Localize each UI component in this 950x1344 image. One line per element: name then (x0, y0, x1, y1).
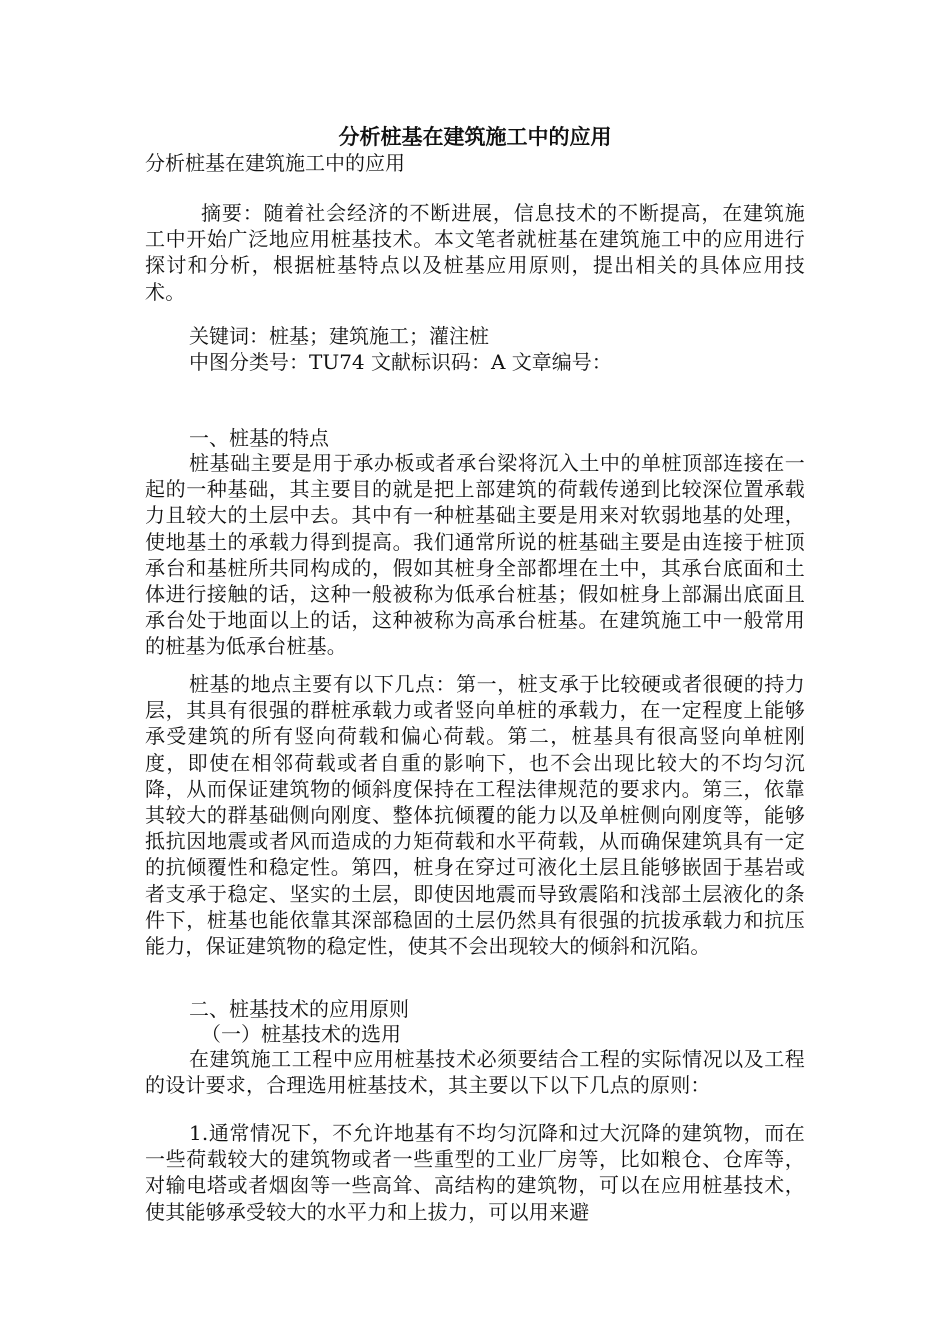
section-1-paragraph-1: 桩基础主要是用于承办板或者承台梁将沉入土中的单桩顶部连接在一起的一种基础，其主要目的就是把上部建筑的荷载传递到比较深位置承载力且较大的土层中去。其中有一种桩基础主要是用来对软弱地基的处理，使地基土的承载力得到提高。我们通常所说的桩基础主要是由连接于桩顶承台和基桩所共同构成的，假如其桩身全部都埋在土中，其承台底面和土体进行接触的话，这种一般被称为低承台桩基；假如桩身上部漏出底面且承台处于地面以上的话，这种被称为高承台桩基。在建筑施工中一般常用的桩基为低承台桩基。 (145, 451, 805, 659)
section-1-heading: 一、桩基的特点 (189, 426, 329, 450)
section-2-subheading-1: （一）桩基技术的选用 (201, 1022, 401, 1046)
section-2-paragraph-2: 1.通常情况下，不允许地基有不均匀沉降和过大沉降的建筑物，而在一些荷载较大的建筑物或者一些重型的工业厂房等，比如粮仓、仓库等，对输电塔或者烟囱等一些高耸、高结构的建筑物，可以在应用桩基技术，使其能够承受较大的水平力和上拔力，可以用来避 (145, 1121, 805, 1224)
section-2-heading: 二、桩基技术的应用原则 (189, 997, 409, 1021)
abstract-paragraph: 摘要：随着社会经济的不断进展，信息技术的不断提高，在建筑施工中开始广泛地应用桩基技术。本文笔者就桩基在建筑施工中的应用进行探讨和分析，根据桩基特点以及桩基应用原则，提出相关的具体应用技术。 (145, 201, 805, 304)
section-2-paragraph-1: 在建筑施工工程中应用桩基技术必须要结合工程的实际情况以及工程的设计要求，合理选用桩基技术，其主要以下以下几点的原则： (145, 1047, 805, 1098)
document-subtitle: 分析桩基在建筑施工中的应用 (145, 151, 405, 175)
keywords-line: 关键词：桩基；建筑施工；灌注桩 (189, 324, 489, 348)
document-title: 分析桩基在建筑施工中的应用 (338, 124, 612, 149)
classification-line: 中图分类号：TU74 文献标识码：A 文章编号： (189, 350, 612, 374)
section-1-paragraph-2: 桩基的地点主要有以下几点：第一，桩支承于比较硬或者很硬的持力层，其具有很强的群桩承载力或者竖向单桩的承载力，在一定程度上能够承受建筑的所有竖向荷载和偏心荷载。第二，桩基具有很高竖向单桩刚度，即使在相邻荷载或者自重的影响下，也不会出现比较大的不均匀沉降，从而保证建筑物的倾斜度保持在工程法律规范的要求内。第三，依靠其较大的群基础侧向刚度、整体抗倾覆的能力以及单桩侧向刚度等，能够抵抗因地震或者风而造成的力矩荷载和水平荷载，从而确保建筑具有一定的抗倾覆性和稳定性。第四，桩身在穿过可液化土层且能够嵌固于基岩或者支承于稳定、坚实的土层，即使因地震而导致震陷和浅部土层液化的条件下，桩基也能依靠其深部稳固的土层仍然具有很强的抗拔承载力和抗压能力，保证建筑物的稳定性，使其不会出现较大的倾斜和沉陷。 (145, 672, 805, 959)
